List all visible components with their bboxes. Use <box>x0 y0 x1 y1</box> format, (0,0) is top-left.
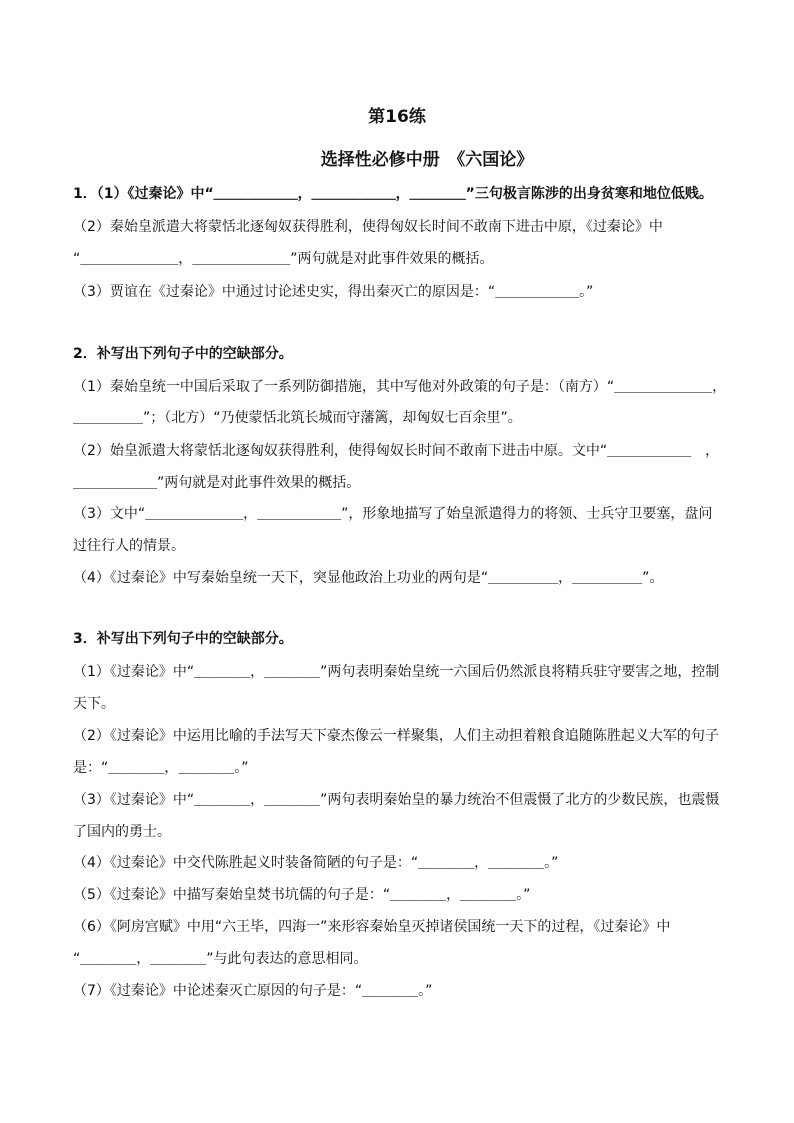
question-1-part-3: （3）贾谊在《过秦论》中通过讨论述史实，得出秦灭亡的原因是：“＿＿＿＿＿＿。” <box>73 284 594 300</box>
question-2-part-4: （4）《过秦论》中写秦始皇统一天下，突显他政治上功业的两句是“＿＿＿＿＿，＿＿＿＿＿”。 <box>73 570 664 586</box>
question-3-part-3-cont: 了国内的勇士。 <box>73 824 171 840</box>
question-3-part-2: （2）《过秦论》中运用比喻的手法写天下豪杰像云一样聚集，人们主动担着粮食追随陈胜起义大军的句子 <box>73 728 719 744</box>
question-3-part-2-cont: 是：“＿＿＿＿，＿＿＿＿。” <box>73 760 249 776</box>
question-1-part-2-cont: “＿＿＿＿＿＿＿，＿＿＿＿＿＿＿”两句就是对此事件效果的概括。 <box>73 251 494 267</box>
question-1-part-2: （2）秦始皇派遣大将蒙恬北逐匈奴获得胜利，使得匈奴长时间不敢南下进击中原，《过秦论》中 <box>73 219 663 235</box>
question-3-part-1: （1）《过秦论》中“＿＿＿＿，＿＿＿＿”两句表明秦始皇统一六国后仍然派良将精兵驻守要害之地，控制 <box>73 664 720 680</box>
question-3-part-5: （5）《过秦论》中描写秦始皇焚书坑儒的句子是：“＿＿＿＿，＿＿＿＿。” <box>73 887 531 903</box>
question-3-part-6: （6）《阿房宫赋》中用“六王毕，四海一”来形容秦始皇灭掉诸侯国统一天下的过程，《过秦论》中 <box>73 919 671 935</box>
question-2-part-1-cont: ＿＿＿＿＿”；（北方）“乃使蒙恬北筑长城而守藩篱，却匈奴七百余里”。 <box>73 410 522 426</box>
question-2-part-1: （1）秦始皇统一中国后采取了一系列防御措施，其中写他对外政策的句子是：（南方）“＿＿＿＿＿＿＿， <box>73 379 727 395</box>
page-subtitle: 选择性必修中册 《六国论》 <box>320 150 534 170</box>
question-1-part-1: 1．（1）《过秦论》中“＿＿＿＿＿＿，＿＿＿＿＿＿，＿＿＿＿”三句极言陈涉的出身贫寒和地位低贱。 <box>73 186 713 202</box>
question-3-part-4: （4）《过秦论》中交代陈胜起义时装备简陋的句子是：“＿＿＿＿，＿＿＿＿。” <box>73 855 559 871</box>
question-3-part-3: （3）《过秦论》中“＿＿＿＿，＿＿＿＿”两句表明秦始皇的暴力统治不但震慑了北方的少数民族，也震慑 <box>73 792 720 808</box>
question-2-part-2-cont: ＿＿＿＿＿＿”两句就是对此事件效果的概括。 <box>73 475 361 491</box>
question-2-heading: 2．补写出下列句子中的空缺部分。 <box>73 346 293 362</box>
question-3-part-7: （7）《过秦论》中论述秦灭亡原因的句子是：“＿＿＿＿。” <box>73 983 433 999</box>
question-3-heading: 3．补写出下列句子中的空缺部分。 <box>73 631 293 647</box>
question-2-part-3-cont: 过往行人的情景。 <box>73 538 185 554</box>
question-3-part-1-cont: 天下。 <box>73 696 115 712</box>
question-3-part-6-cont: “＿＿＿＿，＿＿＿＿”与此句表达的意思相同。 <box>73 951 368 967</box>
page-title: 第16练 <box>368 107 426 127</box>
question-2-part-2: （2）始皇派遣大将蒙恬北逐匈奴获得胜利，使得匈奴长时间不敢南下进击中原。文中“＿＿＿＿＿＿ ， <box>73 443 720 459</box>
question-2-part-3: （3）文中“＿＿＿＿＿＿＿，＿＿＿＿＿＿”，形象地描写了始皇派遣得力的将领、士兵守卫要塞，盘问 <box>73 506 713 522</box>
